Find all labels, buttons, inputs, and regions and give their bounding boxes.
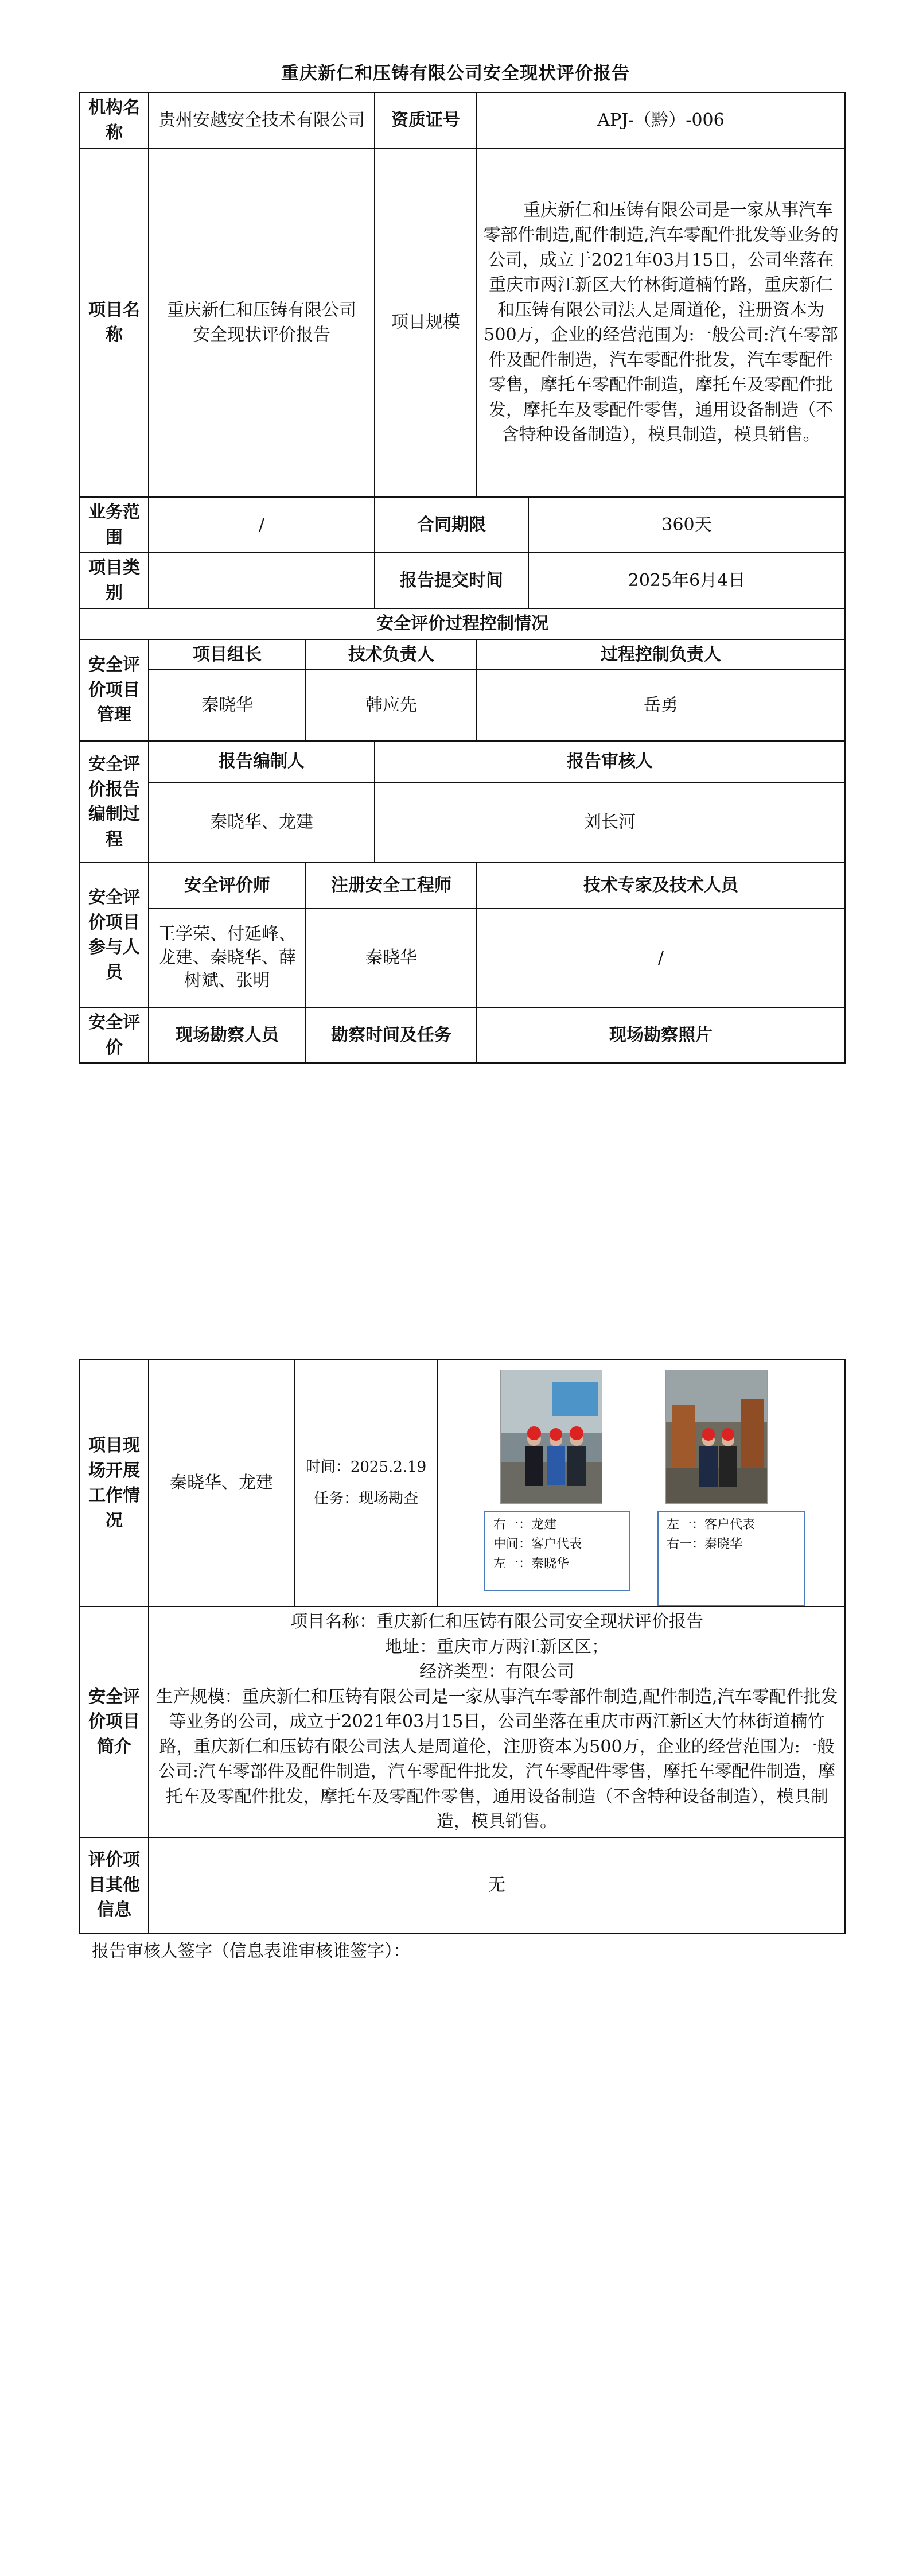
survey-people-label: 现场勘察人员 (149, 1007, 306, 1063)
author-label: 报告编制人 (149, 741, 375, 782)
fieldwork-photos-cell (438, 1360, 845, 1607)
info-table-page2 (79, 1359, 846, 1934)
fieldwork-people: 秦晓华、龙建 (149, 1360, 294, 1607)
caption2-line2: 右一：秦晓华 (667, 1537, 743, 1552)
author-value: 秦晓华、龙建 (149, 782, 375, 863)
caption2-line1: 左一：客户代表 (667, 1518, 756, 1532)
tech-lead-value: 韩应先 (306, 670, 477, 741)
submit-time-label: 报告提交时间 (375, 553, 528, 608)
fieldwork-time-task (294, 1360, 438, 1607)
other-info-value: 无 (149, 1837, 845, 1934)
cert-value: APJ-（黔）-006 (477, 92, 845, 148)
cert-label: 资质证号 (375, 92, 477, 148)
evaluator-label: 安全评价师 (149, 863, 306, 909)
site-photo-2-caption (657, 1511, 805, 1606)
process-lead-value: 岳勇 (477, 670, 845, 741)
tech-lead-label: 技术负责人 (306, 639, 477, 670)
caption1-line1: 右一：龙建 (493, 1518, 557, 1532)
engineer-value: 秦晓华 (306, 909, 477, 1007)
process-control-header: 安全评价过程控制情况 (80, 608, 845, 639)
site-photo-1-caption (484, 1511, 630, 1591)
org-value: 贵州安越安全技术有限公司 (149, 92, 375, 148)
fieldwork-time: 时间：2025.2.19 (305, 1458, 427, 1476)
leader-label: 项目组长 (149, 639, 306, 670)
compilation-label: 安全评价报告编制过程 (80, 741, 149, 863)
expert-value: / (477, 909, 845, 1007)
other-info-label: 评价项目其他信息 (80, 1837, 149, 1934)
project-name-label: 项目名称 (80, 148, 149, 497)
evaluator-value: 王学荣、付延峰、龙建、秦晓华、薛树斌、张明 (149, 909, 306, 1007)
leader-value: 秦晓华 (149, 670, 306, 741)
brief-line-scale: 生产规模：重庆新仁和压铸有限公司是一家从事汽车零部件制造,配件制造,汽车零配件批发等业务的公司，成立于2021年03月15日，公司坐落在重庆市两江新区大竹林街道楠竹路，重庆新仁和压铸有限公司法人是周道伦，注册资本为500万，企业的经营范围为:一般公司:汽车零部件及配件制造，汽车零配件批发，汽车零配件零售，摩托车零配件制造，摩托车及零配件批发，摩托车及零配件零售，通用设备制造（不含特种设备制造），模具制造，模具销售。 (155, 1686, 838, 1832)
site-photo-2 (665, 1370, 768, 1504)
business-scope-label: 业务范围 (80, 497, 149, 553)
project-scale-value: 重庆新仁和压铸有限公司是一家从事汽车零部件制造,配件制造,汽车零配件批发等业务的公司，成立于2021年03月15日，公司坐落在重庆市两江新区大竹林街道楠竹路，重庆新仁和压铸有限公司法人是周道伦，注册资本为500万，企业的经营范围为:一般公司:汽车零部件及配件制造，汽车零配件批发，汽车零配件零售，摩托车零配件制造，摩托车及零配件批发，摩托车及零配件零售，通用设备制造（不含特种设备制造），模具制造，模具销售。 (477, 148, 845, 497)
fieldwork-task: 任务：现场勘查 (313, 1490, 418, 1507)
engineer-label: 注册安全工程师 (306, 863, 477, 909)
report-title: 重庆新仁和压铸有限公司安全现状评价报告 (281, 63, 630, 84)
project-name-value: 重庆新仁和压铸有限公司安全现状评价报告 (149, 148, 375, 497)
management-label: 安全评价项目管理 (80, 639, 149, 742)
reviewer-value: 刘长河 (375, 782, 845, 863)
project-scale-label: 项目规模 (375, 148, 477, 497)
brief-line-type: 经济类型：有限公司 (419, 1662, 574, 1682)
caption1-line2: 中间：客户代表 (493, 1537, 582, 1552)
contract-period-value: 360天 (528, 497, 845, 553)
brief-label: 安全评价项目简介 (80, 1607, 149, 1837)
project-category-label: 项目类别 (80, 553, 149, 608)
reviewer-label: 报告审核人 (375, 741, 845, 782)
brief-content (149, 1607, 845, 1837)
expert-label: 技术专家及技术人员 (477, 863, 845, 909)
survey-photo-label: 现场勘察照片 (477, 1007, 845, 1063)
fieldwork-label: 项目现场开展工作情况 (80, 1360, 149, 1607)
info-table-page1 (79, 92, 846, 1064)
caption1-line3: 左一：秦晓华 (493, 1557, 570, 1572)
project-category-value (149, 553, 375, 608)
reviewer-signature-note: 报告审核人签字（信息表谁审核谁签字）： (92, 1941, 410, 1961)
brief-line-project: 项目名称：重庆新仁和压铸有限公司安全现状评价报告 (290, 1612, 703, 1632)
business-scope-value: / (149, 497, 375, 553)
survey-time-label: 勘察时间及任务 (306, 1007, 477, 1063)
process-lead-label: 过程控制负责人 (477, 639, 845, 670)
survey-label: 安全评价 (80, 1007, 149, 1063)
submit-time-value: 2025年6月4日 (528, 553, 845, 608)
participants-label: 安全评价项目参与人员 (80, 863, 149, 1007)
site-photo-1 (500, 1370, 602, 1504)
org-label: 机构名称 (80, 92, 149, 148)
contract-period-label: 合同期限 (375, 497, 528, 553)
brief-line-address: 地址：重庆市万两江新区区； (385, 1636, 609, 1657)
